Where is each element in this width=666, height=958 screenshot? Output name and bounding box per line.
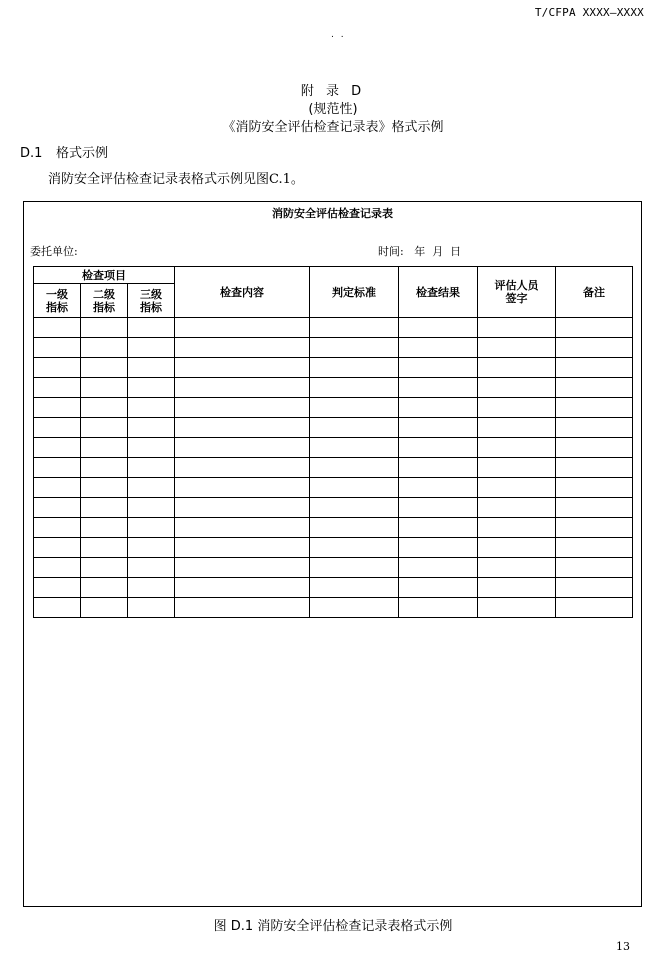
table-cell [34, 398, 81, 418]
appendix-type: (规范性) [308, 102, 358, 117]
table-cell [310, 538, 399, 558]
table-cell [556, 478, 633, 498]
table-cell [478, 358, 556, 378]
page-number: 13 [616, 940, 630, 953]
table-body [34, 318, 633, 618]
table-cell [310, 378, 399, 398]
table-cell [81, 518, 128, 538]
header-inspection-result: 检查结果 [399, 267, 478, 318]
header-assessor-signature: 评估人员 签字 [478, 267, 556, 318]
table-cell [34, 458, 81, 478]
table-cell [310, 418, 399, 438]
table-cell [128, 558, 175, 578]
table-cell [556, 418, 633, 438]
inspection-record-table [33, 266, 633, 618]
document-code: T/CFPA XXXX—XXXX [534, 6, 644, 19]
table-cell [34, 378, 81, 398]
form-title: 消防安全评估检查记录表 [272, 207, 393, 220]
section-title: 格式示例 [56, 146, 109, 161]
table-cell [128, 478, 175, 498]
table-cell [34, 318, 81, 338]
table-row [34, 558, 633, 578]
table-cell [128, 398, 175, 418]
table-row [34, 338, 633, 358]
table-row [34, 438, 633, 458]
table-cell [81, 418, 128, 438]
header-remarks: 备注 [556, 267, 633, 318]
table-cell [478, 378, 556, 398]
time-label: 时间: 年 月 日 [378, 245, 462, 258]
table-cell [175, 598, 310, 618]
table-cell [34, 598, 81, 618]
table-cell [310, 478, 399, 498]
table-cell [310, 438, 399, 458]
table-cell [399, 338, 478, 358]
table-cell [478, 398, 556, 418]
subheader-level-1: 一级 指标 [34, 284, 81, 318]
table-cell [81, 538, 128, 558]
group-header-inspection-items: 检查项目 [34, 267, 175, 284]
table-cell [128, 538, 175, 558]
table-cell [128, 498, 175, 518]
table-cell [478, 418, 556, 438]
table-cell [399, 398, 478, 418]
table-cell [128, 438, 175, 458]
table-cell [310, 458, 399, 478]
table-cell [81, 478, 128, 498]
table-cell [81, 338, 128, 358]
table-cell [34, 478, 81, 498]
table-cell [34, 558, 81, 578]
table-row [34, 598, 633, 618]
table-cell [310, 498, 399, 518]
table-cell [175, 578, 310, 598]
table-row [34, 498, 633, 518]
table-cell [175, 498, 310, 518]
table-cell [81, 438, 128, 458]
section-body-text: 消防安全评估检查记录表格式示例见图C.1。 [48, 172, 304, 187]
table-cell [81, 318, 128, 338]
table-cell [478, 438, 556, 458]
table-cell [310, 518, 399, 538]
appendix-title: 附 录 D [300, 84, 366, 99]
table-cell [556, 318, 633, 338]
table-row [34, 478, 633, 498]
table-cell [128, 378, 175, 398]
table-row [34, 318, 633, 338]
table-cell [399, 598, 478, 618]
table-cell [478, 458, 556, 478]
table-cell [175, 338, 310, 358]
table-cell [81, 498, 128, 518]
header-inspection-content: 检查内容 [175, 267, 310, 318]
table-cell [175, 358, 310, 378]
table-cell [175, 558, 310, 578]
table-cell [81, 378, 128, 398]
table-row [34, 378, 633, 398]
table-cell [478, 498, 556, 518]
table-cell [310, 338, 399, 358]
table-cell [556, 378, 633, 398]
table-cell [556, 538, 633, 558]
table-cell [128, 458, 175, 478]
table-cell [81, 578, 128, 598]
table-cell [478, 478, 556, 498]
table-row [34, 458, 633, 478]
figure-caption: 图 D.1 消防安全评估检查记录表格式示例 [213, 919, 453, 934]
table-cell [478, 538, 556, 558]
table-cell [175, 538, 310, 558]
table-cell [128, 358, 175, 378]
table-cell [34, 338, 81, 358]
table-row [34, 518, 633, 538]
table-cell [478, 578, 556, 598]
table-cell [556, 558, 633, 578]
table-cell [399, 558, 478, 578]
table-cell [310, 318, 399, 338]
table-cell [399, 498, 478, 518]
table-cell [478, 598, 556, 618]
table-cell [128, 318, 175, 338]
table-cell [34, 498, 81, 518]
table-cell [81, 358, 128, 378]
table-cell [556, 578, 633, 598]
table-cell [399, 438, 478, 458]
table-cell [81, 458, 128, 478]
table-cell [310, 578, 399, 598]
table-cell [478, 338, 556, 358]
table-cell [34, 358, 81, 378]
table-cell [81, 558, 128, 578]
subheader-level-2: 二级 指标 [81, 284, 128, 318]
table-cell [175, 518, 310, 538]
table-cell [399, 318, 478, 338]
table-cell [478, 518, 556, 538]
table-cell [175, 318, 310, 338]
table-cell [556, 398, 633, 418]
table-cell [399, 538, 478, 558]
table-cell [128, 518, 175, 538]
table-row [34, 578, 633, 598]
table-cell [310, 598, 399, 618]
table-cell [556, 518, 633, 538]
table-cell [175, 398, 310, 418]
table-cell [81, 598, 128, 618]
table-cell [175, 418, 310, 438]
table-cell [34, 538, 81, 558]
table-cell [34, 518, 81, 538]
table-cell [399, 418, 478, 438]
table-cell [399, 458, 478, 478]
table-cell [399, 578, 478, 598]
table-cell [128, 578, 175, 598]
table-cell [556, 498, 633, 518]
table-cell [556, 438, 633, 458]
table-cell [175, 458, 310, 478]
table-cell [175, 438, 310, 458]
table-cell [128, 338, 175, 358]
subheader-level-3: 三级 指标 [128, 284, 175, 318]
table-cell [81, 398, 128, 418]
table-cell [399, 478, 478, 498]
table-cell [128, 418, 175, 438]
table-row [34, 358, 633, 378]
section-heading [20, 142, 108, 161]
table-cell [556, 338, 633, 358]
table-cell [310, 398, 399, 418]
section-number: D.1 [20, 146, 43, 161]
table-cell [34, 578, 81, 598]
table-cell [34, 438, 81, 458]
table-cell [399, 358, 478, 378]
table-cell [310, 558, 399, 578]
table-cell [478, 558, 556, 578]
table-row [34, 418, 633, 438]
table-cell [310, 358, 399, 378]
client-unit-label: 委托单位: [30, 245, 78, 258]
table-cell [175, 378, 310, 398]
appendix-name: 《消防安全评估检查记录表》格式示例 [222, 120, 444, 135]
table-cell [175, 478, 310, 498]
table-cell [128, 598, 175, 618]
table-cell [556, 358, 633, 378]
header-judgment-criteria: 判定标准 [310, 267, 399, 318]
table-row [34, 398, 633, 418]
table-cell [556, 598, 633, 618]
table-cell [399, 378, 478, 398]
table-cell [556, 458, 633, 478]
table-cell [34, 418, 81, 438]
table-cell [399, 518, 478, 538]
header-marks: . . [331, 30, 346, 40]
table-cell [478, 318, 556, 338]
table-row [34, 538, 633, 558]
